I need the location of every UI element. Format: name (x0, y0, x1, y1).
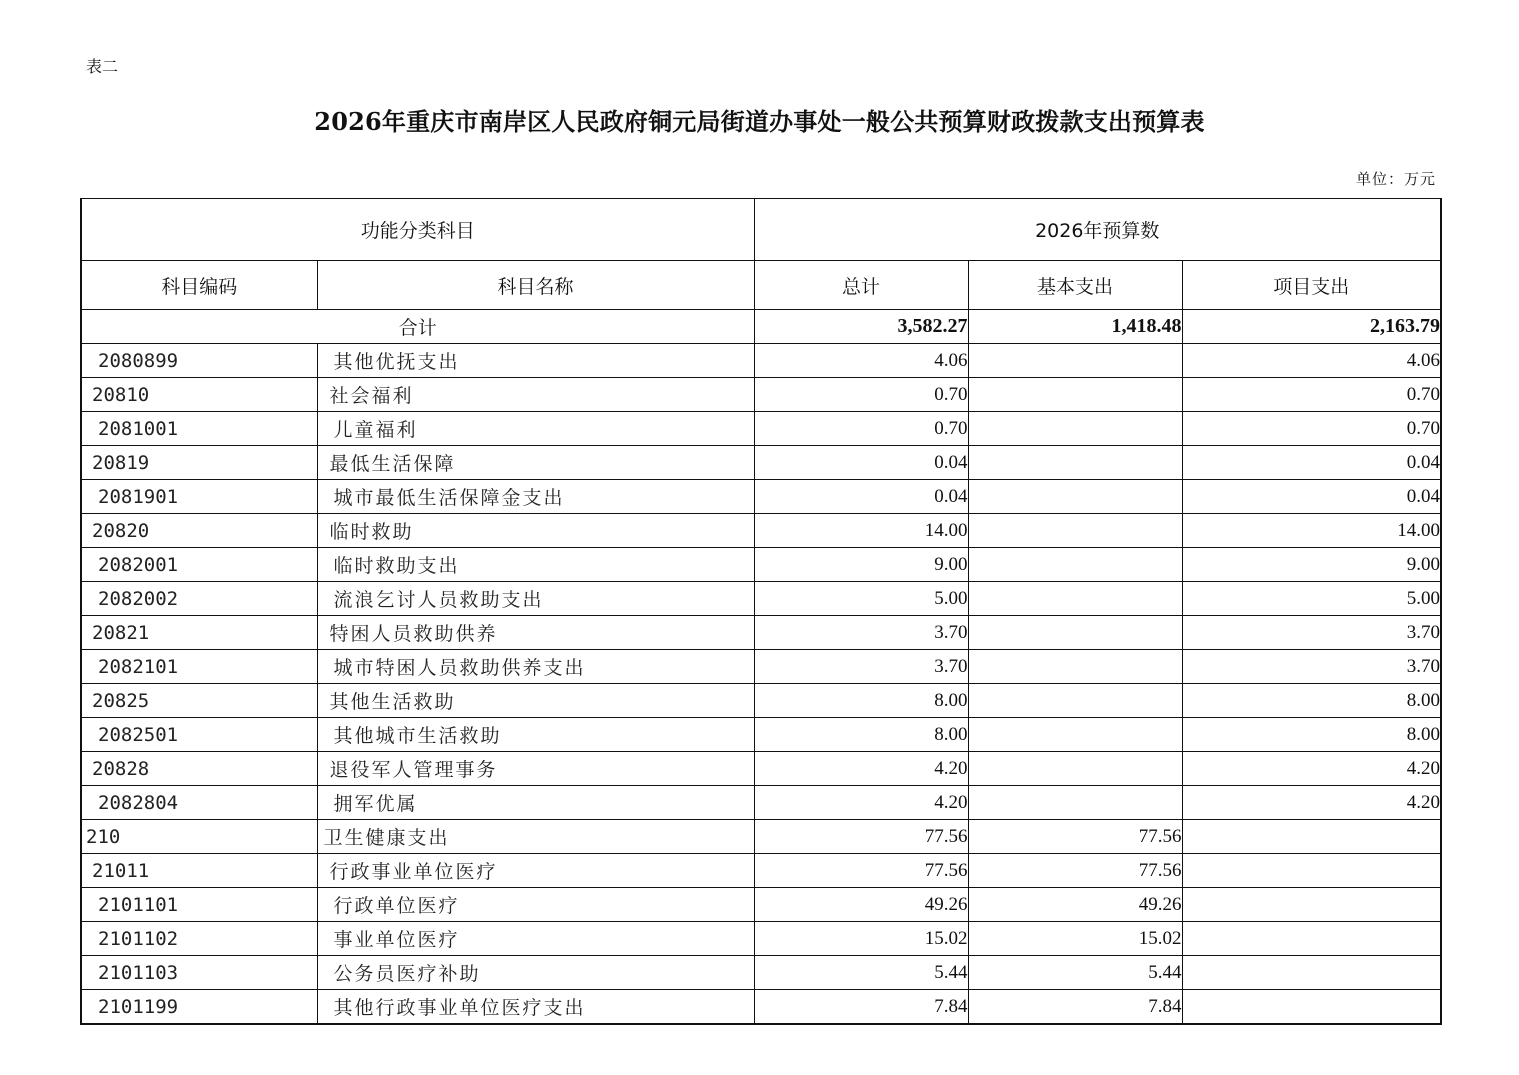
row-project (1182, 990, 1441, 1025)
row-project: 3.70 (1182, 616, 1441, 650)
row-code: 2081901 (81, 480, 317, 514)
row-code: 20820 (81, 514, 317, 548)
table-row (81, 582, 1441, 616)
table-row (81, 786, 1441, 820)
row-code: 2082804 (81, 786, 317, 820)
row-total: 5.44 (754, 956, 968, 990)
table-row (81, 548, 1441, 582)
row-project (1182, 854, 1441, 888)
row-name: 临时救助 (317, 514, 754, 548)
row-basic: 77.56 (968, 820, 1182, 854)
row-project: 5.00 (1182, 582, 1441, 616)
table-row (81, 344, 1441, 378)
row-total: 8.00 (754, 718, 968, 752)
row-total: 0.04 (754, 446, 968, 480)
row-name: 社会福利 (317, 378, 754, 412)
table-row (81, 650, 1441, 684)
row-name: 儿童福利 (317, 412, 754, 446)
row-code: 210 (81, 820, 317, 854)
row-name: 其他行政事业单位医疗支出 (317, 990, 754, 1025)
row-basic: 7.84 (968, 990, 1182, 1025)
row-total: 3.70 (754, 650, 968, 684)
group-header-budget: 2026年预算数 (754, 199, 1441, 261)
table-row (81, 480, 1441, 514)
row-name: 城市最低生活保障金支出 (317, 480, 754, 514)
group-header-row (81, 199, 1441, 261)
row-code: 2082001 (81, 548, 317, 582)
row-code: 20828 (81, 752, 317, 786)
row-basic (968, 752, 1182, 786)
row-code: 2080899 (81, 344, 317, 378)
row-basic (968, 548, 1182, 582)
row-name: 其他优抚支出 (317, 344, 754, 378)
row-name: 其他城市生活救助 (317, 718, 754, 752)
row-name: 行政事业单位医疗 (317, 854, 754, 888)
row-total: 4.20 (754, 752, 968, 786)
table-row (81, 378, 1441, 412)
row-code: 2101102 (81, 922, 317, 956)
column-header-code: 科目编码 (81, 261, 317, 310)
total-project: 2,163.79 (1182, 310, 1441, 344)
table-row (81, 752, 1441, 786)
row-code: 2082501 (81, 718, 317, 752)
row-project: 3.70 (1182, 650, 1441, 684)
row-project: 14.00 (1182, 514, 1441, 548)
row-project: 9.00 (1182, 548, 1441, 582)
table-row (81, 684, 1441, 718)
table-row (81, 888, 1441, 922)
row-code: 20810 (81, 378, 317, 412)
row-basic (968, 514, 1182, 548)
table-row (81, 514, 1441, 548)
row-project: 4.20 (1182, 786, 1441, 820)
row-total: 0.04 (754, 480, 968, 514)
row-basic (968, 684, 1182, 718)
row-total: 5.00 (754, 582, 968, 616)
budget-table (80, 198, 1442, 1025)
row-total: 0.70 (754, 412, 968, 446)
row-basic (968, 378, 1182, 412)
row-name: 卫生健康支出 (317, 820, 754, 854)
group-header-function: 功能分类科目 (81, 199, 754, 261)
row-total: 14.00 (754, 514, 968, 548)
row-name: 退役军人管理事务 (317, 752, 754, 786)
row-name: 事业单位医疗 (317, 922, 754, 956)
row-project (1182, 922, 1441, 956)
row-basic: 49.26 (968, 888, 1182, 922)
row-project: 0.04 (1182, 446, 1441, 480)
column-header-row (81, 261, 1441, 310)
page-title: 2026年重庆市南岸区人民政府铜元局街道办事处一般公共预算财政拨款支出预算表 (314, 107, 1205, 136)
row-code: 2101103 (81, 956, 317, 990)
row-name: 最低生活保障 (317, 446, 754, 480)
table-row (81, 854, 1441, 888)
column-header-basic: 基本支出 (968, 261, 1182, 310)
row-project: 8.00 (1182, 684, 1441, 718)
table-row (81, 820, 1441, 854)
row-name: 行政单位医疗 (317, 888, 754, 922)
row-total: 7.84 (754, 990, 968, 1025)
row-project: 8.00 (1182, 718, 1441, 752)
column-header-total: 总计 (754, 261, 968, 310)
row-basic (968, 412, 1182, 446)
row-total: 9.00 (754, 548, 968, 582)
row-name: 公务员医疗补助 (317, 956, 754, 990)
row-name: 其他生活救助 (317, 684, 754, 718)
row-project (1182, 956, 1441, 990)
row-project: 0.04 (1182, 480, 1441, 514)
table-row (81, 956, 1441, 990)
column-header-name: 科目名称 (317, 261, 754, 310)
row-basic (968, 344, 1182, 378)
row-project: 0.70 (1182, 412, 1441, 446)
row-name: 城市特困人员救助供养支出 (317, 650, 754, 684)
total-basic: 1,418.48 (968, 310, 1182, 344)
row-code: 2081001 (81, 412, 317, 446)
row-name: 拥军优属 (317, 786, 754, 820)
row-basic (968, 718, 1182, 752)
unit-label: 单位：万元 (1355, 170, 1436, 188)
row-basic: 5.44 (968, 956, 1182, 990)
table-row (81, 446, 1441, 480)
row-project: 0.70 (1182, 378, 1441, 412)
row-project (1182, 820, 1441, 854)
row-basic (968, 650, 1182, 684)
row-code: 2082002 (81, 582, 317, 616)
row-code: 21011 (81, 854, 317, 888)
table-row (81, 412, 1441, 446)
row-code: 20825 (81, 684, 317, 718)
row-name: 流浪乞讨人员救助支出 (317, 582, 754, 616)
row-basic (968, 582, 1182, 616)
row-name: 特困人员救助供养 (317, 616, 754, 650)
table-row (81, 922, 1441, 956)
row-code: 2082101 (81, 650, 317, 684)
total-sum: 3,582.27 (754, 310, 968, 344)
row-total: 8.00 (754, 684, 968, 718)
table-label: 表二 (86, 57, 119, 76)
row-name: 临时救助支出 (317, 548, 754, 582)
table-row (81, 718, 1441, 752)
column-header-project: 项目支出 (1182, 261, 1441, 310)
row-code: 20819 (81, 446, 317, 480)
row-basic (968, 480, 1182, 514)
row-total: 77.56 (754, 854, 968, 888)
row-code: 20821 (81, 616, 317, 650)
row-total: 4.20 (754, 786, 968, 820)
row-total: 4.06 (754, 344, 968, 378)
row-total: 15.02 (754, 922, 968, 956)
row-basic: 77.56 (968, 854, 1182, 888)
row-basic (968, 786, 1182, 820)
row-total: 3.70 (754, 616, 968, 650)
row-basic (968, 616, 1182, 650)
row-project: 4.06 (1182, 344, 1441, 378)
table-row (81, 990, 1441, 1025)
row-project: 4.20 (1182, 752, 1441, 786)
row-code: 2101199 (81, 990, 317, 1025)
total-label: 合计 (81, 310, 754, 344)
row-basic: 15.02 (968, 922, 1182, 956)
row-project (1182, 888, 1441, 922)
total-row (81, 310, 1441, 344)
row-total: 77.56 (754, 820, 968, 854)
row-total: 0.70 (754, 378, 968, 412)
row-code: 2101101 (81, 888, 317, 922)
row-basic (968, 446, 1182, 480)
row-total: 49.26 (754, 888, 968, 922)
table-row (81, 616, 1441, 650)
